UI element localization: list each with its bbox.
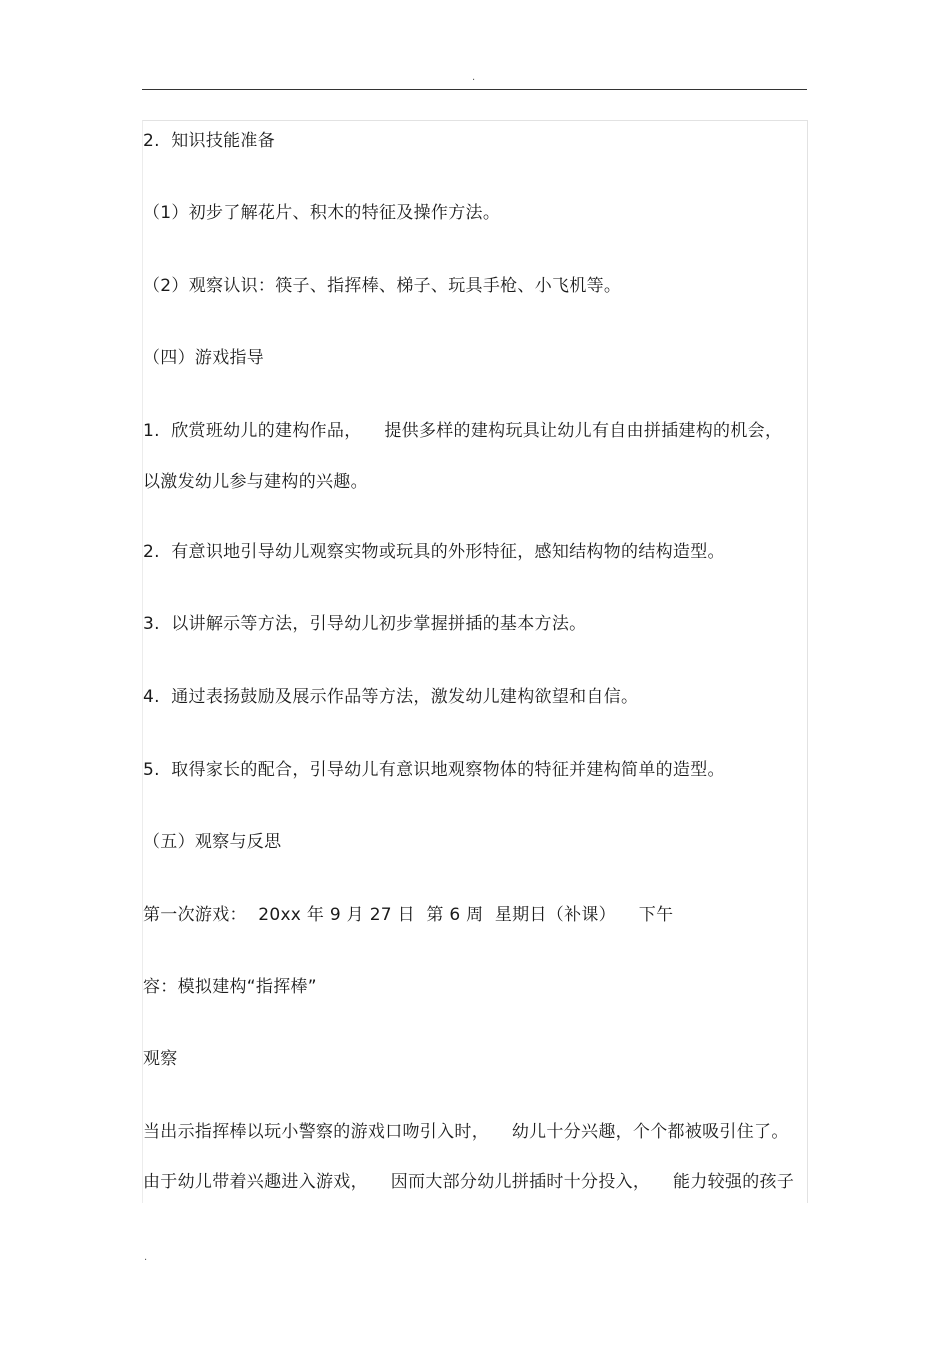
- footer-dot: .: [144, 1252, 148, 1263]
- guidance-item-4: 4. 通过表扬鼓励及展示作品等方法，激发幼儿建构欲望和自信。: [143, 687, 639, 707]
- section-heading-observation-reflection: （五）观察与反思: [143, 832, 282, 852]
- guidance-item-1: 1. 欣赏班幼儿的建构作品， 提供多样的建构玩具让幼儿有自由拼插建构的机会，: [143, 421, 783, 441]
- list-item-1: （1）初步了解花片、积木的特征及操作方法。: [143, 203, 501, 223]
- content-line: 容：模拟建构“指挥棒”: [143, 977, 317, 997]
- list-item-2: （2）观察认识：筷子、指挥棒、梯子、玩具手枪、小飞机等。: [143, 276, 622, 296]
- guidance-item-1-continued: 以激发幼儿参与建构的兴趣。: [143, 472, 368, 492]
- section-heading-knowledge-skills: 2. 知识技能准备: [143, 131, 276, 151]
- observation-paragraph-line-2: 由于幼儿带着兴趣进入游戏， 因而大部分幼儿拼插时十分投入， 能力较强的孩子: [143, 1172, 795, 1192]
- guidance-item-5: 5. 取得家长的配合，引导幼儿有意识地观察物体的特征并建构简单的造型。: [143, 760, 725, 780]
- header-rule: [142, 89, 807, 90]
- guidance-item-2: 2. 有意识地引导幼儿观察实物或玩具的外形特征，感知结构物的结构造型。: [143, 542, 725, 562]
- first-game-info: 第一次游戏： 20xx 年 9 月 27 日 第 6 周 星期日（补课） 下午: [143, 905, 674, 925]
- section-heading-game-guidance: （四）游戏指导: [143, 348, 265, 368]
- guidance-item-3: 3. 以讲解示等方法，引导幼儿初步掌握拼插的基本方法。: [143, 614, 587, 634]
- header-dot: .: [472, 72, 476, 83]
- observation-paragraph-line-1: 当出示指挥棒以玩小警察的游戏口吻引入时， 幼儿十分兴趣，个个都被吸引住了。: [143, 1122, 789, 1142]
- observation-heading: 观察: [143, 1049, 178, 1069]
